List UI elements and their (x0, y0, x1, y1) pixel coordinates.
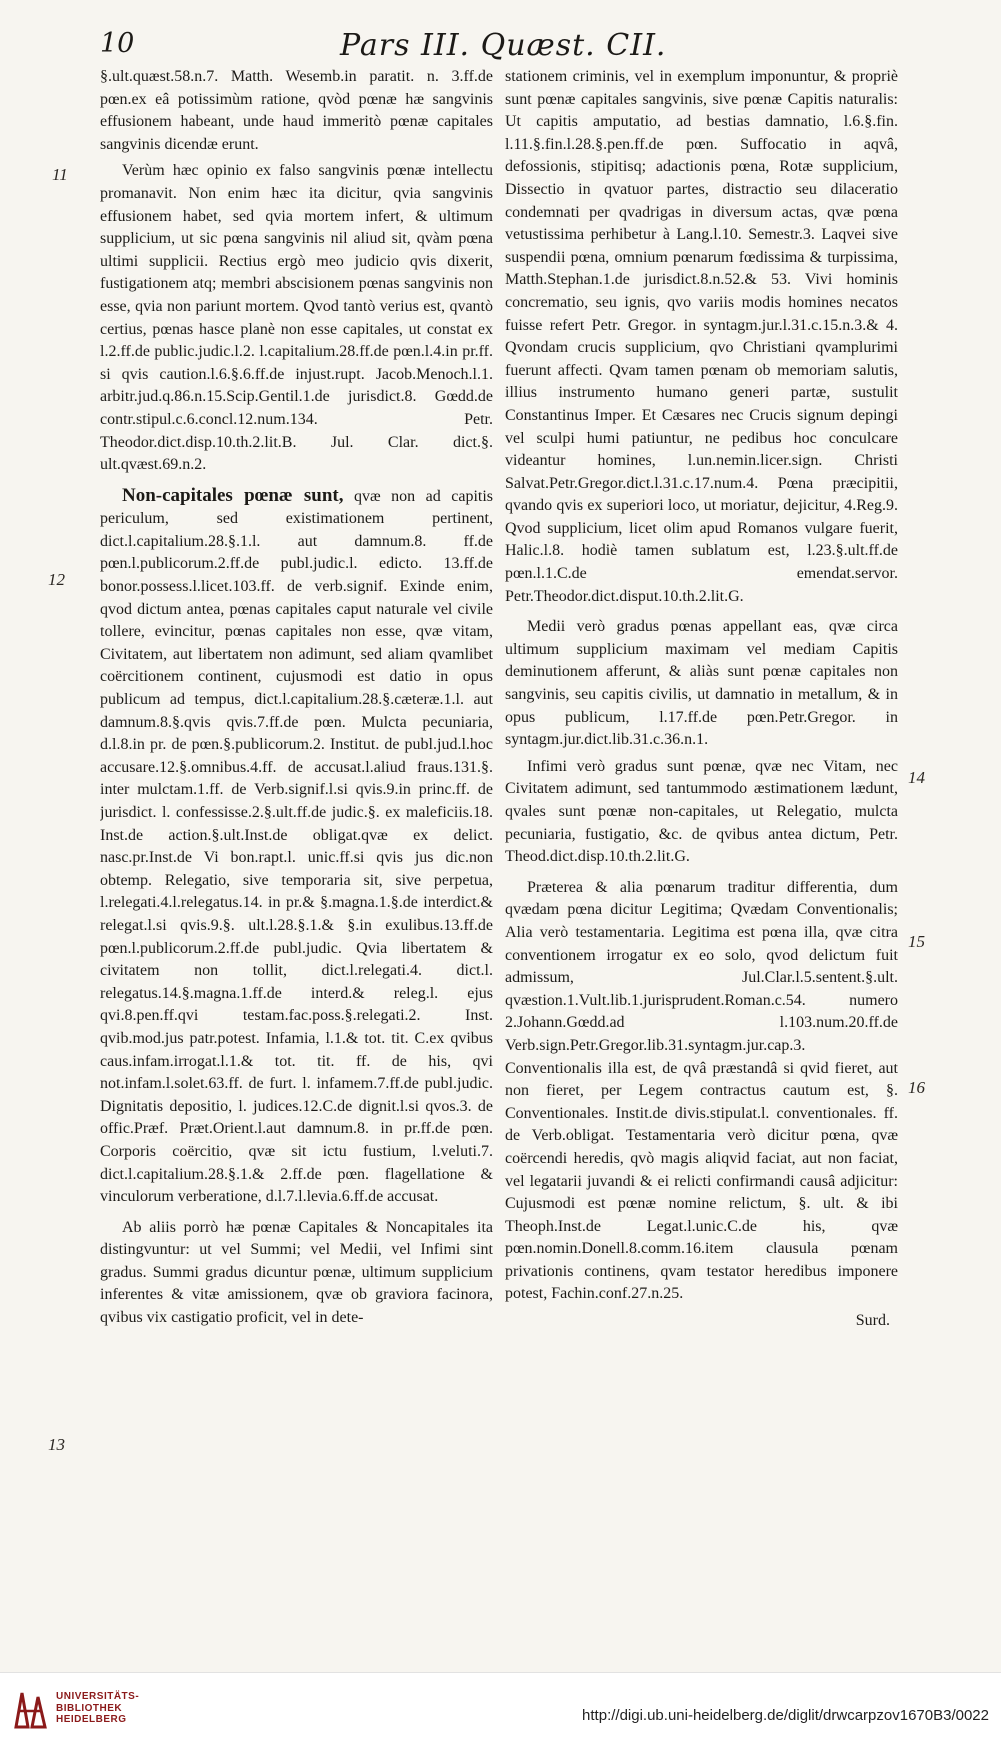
right-paragraph-1: stationem criminis, vel in exemplum imponuntur, & propriè sunt pœnæ capitales sangvinis, sive pœnæ Capitis naturalis: Ut capitis amputatio, ad bestias damnatio, l.6.§.fin. l.11.§.fin.l.28.§.pen.ff.de pœn. Suffocatio in aqvâ, defossionis, stipitisq; adactionis pœna, Rotæ supplicium, Dissectio in qvatuor partes, distractio seu dilaceratio condemnati per qvadrigas in diversum actas, qvæ pœna vetustissima perhibetur à Lang.l.10. Semestr.3. Laqvei sive suspendii pœna, omnium pœnarum fœdissima & turpissima, Matth.Stephan.1.de jurisdict.8.n.52.& 53. Vivi hominis concrematio, seu ignis, qvo variis modis homines necatos fuisse refert Petr. Gregor. in syntagm.jur.l.31.c.15.n.3.& 4. Qvondam crucis supplicium, qvo Christiani qvamplurimi fuerunt affecti. Qvam tamen pœnam ob memoriam salutis, illius instrumento humano generi partæ, sustulit Constantinus Imper. Et Cæsares nec Crucis signum depingi vel sculpi humi patiuntur, ne pedibus hoc conculcare videantur homines, l.un.nemin.licer.sign. Christi Salvat.Petr.Gregor.dict.l.31.c.17.num.4. Pœna præcipitii, qvando qvis ex superiori loco, ut moriatur, dejicitur, 4.Reg.9. Qvod supplicium, licet olim apud Romanos vulgare fuerit, Halic.l.8. hodiè tamen sublatum est, l.23.§.ult.ff.de pœn.l.1.C.de emendat.servor. Petr.Theodor.dict.disput.10.th.2.lit.G. (505, 68, 898, 605)
left-paragraph-3-text: qvæ non ad capitis periculum, sed existimationem pertinent, dict.l.capitalium.28.§.1.l. aut damnum.8. ff.de pœn.l.publicorum.2.ff.de publ.judic.l. edicto. 13.ff.de bonor.possess.l.licet.103.ff. de verb.signif. Exinde enim, qvod dictum antea, pœnas capitales caput naturale vel civile tollere, evincitur, pœnas capitales non esse, qvæ vitam, Civitatem, aut libertatem non adimunt, sed aliam qvamlibet coërcitionem continent, cujusmodi est datio in opus publicum ad tempus, dict.l.capitalium.28.§.cæteræ.1.l. aut damnum.8.§.qvis qvis.7.ff.de pœn. Mulcta pecuniaria, d.l.8.in pr. de pœn.§.publicorum.2. Institut. de publ.jud.l.hoc accusare.12.§.omnibus.4.ff. de accusat.l.aliud fraus.131.§. inter mulctam.1.ff. de Verb.signif.l.si qvis.9.in princ.ff. de jurisdict. l. confessisse.2.§.ult.ff.de judic.§. ex maleficiis.18. Inst.de action.§.ult.Inst.de obligat.qvæ ex delict. nasc.pr.Inst.de Vi bon.rapt.l. unic.ff.si qvis jus dic.non obtemp. Relegatio, sive temporaria sit, sive perpetua, l.relegati.4.l.relegatus.14. in pr.& §.magna.1.§.de interdict.& relegat.l.si qvis.9.§. ult.l.28.§.1.& §.in exulibus.13.ff.de pœn.l.publicorum.2.ff.de publ.judic. Qvia libertatem & civitatem non tollit, dict.l.relegati.4. dict.l. relegatus.14.§.magna.1.ff.de interd.& releg.l. ejus qvi.8.pen.ff.qvi testam.fac.poss.§.relegati.2. Inst. qvib.mod.jus patr.potest. Infamia, l.1.& tot. tit. C.ex qvibus caus.infam.irrogat.l.1.& tot. tit. ff. de his, qvi not.infam.l.solet.63.ff. de furt. l. infamem.7.ff.de publ.judic. Dignitatis depositio, l. judices.12.C.de dignit.l.si qvos.3. de offic.Præf. Præt.Orient.l.aut damnum.8. in pr.ff.de pœn. Corporis coërcitio, qvæ sit ictu fustium, l.veluti.7. dict.l.capitalium.28.§.1.& 2.ff.de pœn. flagellatione & vinculorum verberatione, d.l.7.l.levia.6.ff.de accusat. (100, 487, 493, 1206)
library-name-line1: UNIVERSITÄTS- (56, 1691, 140, 1702)
section-lead: Non-capitales pœnæ sunt, (122, 484, 344, 506)
page-number: 10 (100, 28, 135, 59)
library-name[interactable] (56, 1691, 139, 1726)
margin-number-14: 14 (908, 768, 925, 787)
library-name-line2: BIBLIOTHEK (56, 1702, 123, 1714)
left-paragraph-1: §.ult.quæst.58.n.7. Matth. Wesemb.in paratit. n. 3.ff.de pœn.ex eâ potissimùm ratione, qvòd pœnæ hæ sangvinis effusionem habeant, unde haud immeritò pœnæ capitales sangvinis dicendæ erunt. (100, 68, 493, 153)
right-column (505, 66, 898, 1654)
right-paragraph-3: Infimi verò gradus sunt pœnæ, qvæ nec Vitam, nec Civitatem adimunt, sed tantummodo æstimationem lædunt, qvales sunt pœnæ non-capitales, ut Relegatio, mulcta pecuniaria, fustigatio, &c. de qvibus antea dictum, Petr. Theod.dict.disp.10.th.2.lit.G. (505, 757, 898, 866)
library-name-line3: HEIDELBERG (56, 1714, 127, 1725)
catchword: Surd. (855, 1312, 890, 1330)
right-paragraph-4: Præterea & alia pœnarum traditur differentia, dum qvædam pœna dicitur Legitima; Qvædam Conventionalis; Alia verò testamentaria. Legitima est pœna illa, qvæ citra conventionem irrogatur ex eo solo, qvod delictum fuit admissum, Jul.Clar.l.5.sentent.§.ult. qvæstion.1.Vult.lib.1.jurisprudent.Roman.c.54. numero 2.Johann.Gœdd.ad l.103.num.20.ff.de Verb.sign.Petr.Gregor.lib.31.syntagm.jur.cap.3. Conventionalis illa est, de qvâ præstandâ si qvid fieret, aut non fieret, per Legem contractus cautum est, §. Conventionales. Instit.de divis.stipulat.l. conventionales. ff. de Verb.obligat. Testamentaria verò dicitur pœna, qvæ coërcendi heredis, qvò magis aliqvid faciat, aut non faciat, vel legatarii juvandi & ei relicti confirmandi causâ adjicitur: Cujusmodi est pœnæ nomine relictum, §. ult. & ibi Theoph.Inst.de Legat.l.unic.C.de his, qvæ pœn.nomin.Donell.8.comm.16.item clausula pœnam privationis continens, qvam testator heredibus imponere potest, Fachin.conf.27.n.25. (505, 878, 898, 1303)
permalink-url[interactable]: http://digi.ub.uni-heidelberg.de/diglit/drwcarpzov1670B3/0022 (582, 1707, 989, 1724)
page-header (0, 28, 1001, 68)
left-paragraph-3 (100, 485, 493, 1209)
margin-number-11: 11 (52, 165, 68, 184)
margin-number-12: 12 (48, 570, 65, 589)
margin-number-13: 13 (48, 1435, 65, 1454)
left-paragraph-2: Verùm hæc opinio ex falso sangvinis pœnæ intellectu promanavit. Non enim hæc ita dicitur, qvia sangvinis effusionem habet, sed qvia mortem infert, & ultimum supplicium, ut sic pœna sangvinis nil aliud sit, qvàm pœna ultimi supplicii. Rectius ergò meo judicio qvis dixerit, fustigationem atq; membri abscisionem pœnas sangvinis non esse, qvia non pariunt mortem. Qvod tantò verius est, qvantò certius, pœnas hasce planè non esse capitales, ut constat ex l.2.ff.de public.judic.l.2. l.capitalium.28.ff.de pœn.l.4.in pr.ff. si qvis caution.l.6.§.6.ff.de injust.rupt. Jacob.Menoch.l.1. arbitr.jud.q.86.n.15.Scip.Gentil.1.de jurisdict.8. Gœdd.de contr.stipul.c.6.concl.12.num.134. Petr. Theodor.dict.disp.10.th.2.lit.B. Jul. Clar. dict.§. ult.qvæst.69.n.2. (100, 162, 493, 474)
running-head: Pars III. Quæst. CII. (340, 28, 667, 63)
left-paragraph-4: Ab aliis porrò hæ pœnæ Capitales & Noncapitales ita distingvuntur: ut vel Summi; vel Medii, vel Infimi sint gradus. Summi gradus dicuntur pœnæ, ultimum supplicium inferentes & vitæ amissionem, qvæ ob graviora facinora, qvibus vix castigatio proficit, vel in dete- (100, 1218, 493, 1327)
right-paragraph-2: Medii verò gradus pœnas appellant eas, qvæ circa ultimum supplicium maximam vel mediam Capitis deminutionem afferunt, & aliàs sunt pœnæ capitales non sangvinis, seu capitis civilis, ut damnatio in metallum, & in opus publicum, l.17.ff.de pœn.Petr.Gregor. in syntagm.jur.dict.lib.31.c.36.n.1. (505, 618, 898, 749)
margin-number-15: 15 (908, 932, 925, 951)
margin-number-16: 16 (908, 1078, 925, 1097)
viewer-footer (0, 1672, 1001, 1747)
left-column (100, 66, 493, 1654)
library-logo-icon (12, 1687, 50, 1731)
